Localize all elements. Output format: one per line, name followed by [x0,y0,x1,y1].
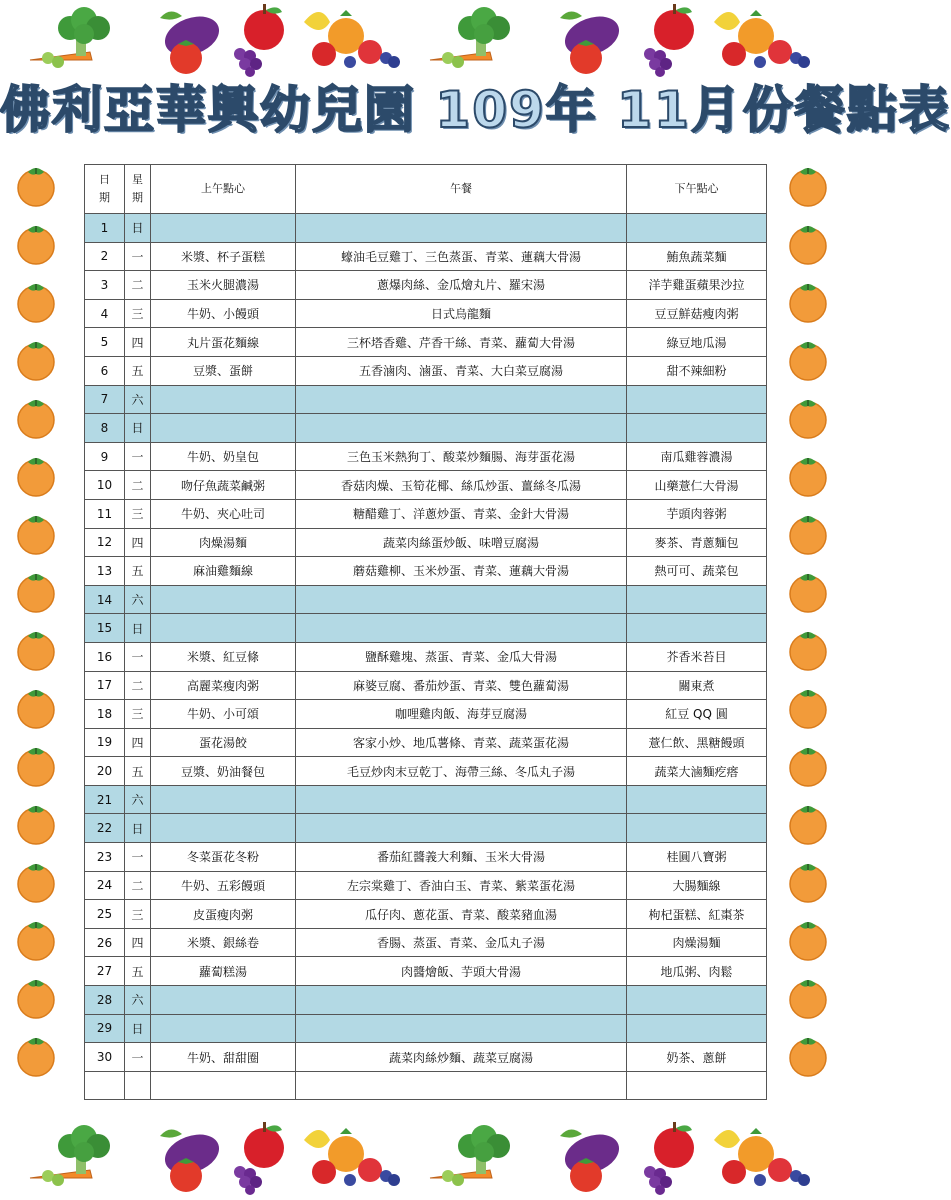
morning-snack-cell [151,614,296,643]
weekday-cell: 日 [125,814,151,843]
meal-table [84,164,767,1100]
table-row [85,814,767,843]
lunch-cell: 毛豆炒肉末豆乾丁、海帶三絲、冬瓜丸子湯 [296,757,627,786]
weekday-cell: 五 [125,957,151,986]
orange-icon [784,450,832,498]
weekday-cell: 日 [125,1014,151,1043]
weekday-cell: 一 [125,1043,151,1072]
morning-snack-cell [151,585,296,614]
lunch-cell: 日式烏龍麵 [296,299,627,328]
orange-icon [784,508,832,556]
morning-snack-cell: 豆漿、奶油餐包 [151,757,296,786]
afternoon-snack-cell: 熱可可、蔬菜包 [627,557,767,586]
date-cell: 23 [85,843,125,872]
afternoon-snack-cell: 麥茶、青蔥麵包 [627,528,767,557]
table-row [85,356,767,385]
weekday-cell: 五 [125,757,151,786]
date-cell: 27 [85,957,125,986]
afternoon-snack-header: 下午點心 [627,165,767,214]
date-cell: 19 [85,728,125,757]
morning-snack-cell: 皮蛋瘦肉粥 [151,900,296,929]
table-row [85,843,767,872]
date-cell: 2 [85,242,125,271]
weekday-cell: 四 [125,728,151,757]
lunch-cell: 蔬菜肉絲炒麵、蔬菜豆腐湯 [296,1043,627,1072]
meal-table-body [85,214,767,1100]
lunch-cell [296,614,627,643]
morning-snack-header: 上午點心 [151,165,296,214]
table-row [85,528,767,557]
lunch-cell: 三色玉米熱狗丁、酸菜炒麵腸、海芽蛋花湯 [296,442,627,471]
right-orange-column [784,160,834,1100]
date-cell: 10 [85,471,125,500]
date-cell: 13 [85,557,125,586]
date-cell: 21 [85,785,125,814]
table-row [85,557,767,586]
date-cell: 24 [85,871,125,900]
orange-icon [12,856,60,904]
weekday-cell: 五 [125,557,151,586]
lunch-cell: 番茄紅醬義大利麵、玉米大骨湯 [296,843,627,872]
lunch-cell: 蔬菜肉絲蛋炒飯、味噌豆腐湯 [296,528,627,557]
orange-icon [12,276,60,324]
lunch-cell [296,214,627,243]
lunch-cell: 三杯塔香雞、芹香干絲、青菜、蘿蔔大骨湯 [296,328,627,357]
afternoon-snack-cell: 紅豆 QQ 圓 [627,700,767,729]
lunch-cell: 香腸、蒸蛋、青菜、金瓜丸子湯 [296,928,627,957]
mixed-fruit-icon [290,1120,410,1199]
lunch-cell: 糖醋雞丁、洋蔥炒蛋、青菜、金針大骨湯 [296,499,627,528]
morning-snack-cell: 米漿、紅豆條 [151,642,296,671]
morning-snack-cell [151,414,296,443]
weekday-cell: 一 [125,843,151,872]
afternoon-snack-cell: 薏仁飲、黑糖饅頭 [627,728,767,757]
afternoon-snack-cell [627,814,767,843]
afternoon-snack-cell [627,614,767,643]
date-cell: 15 [85,614,125,643]
afternoon-snack-cell: 南瓜雞蓉濃湯 [627,442,767,471]
date-cell: 22 [85,814,125,843]
orange-icon [784,334,832,382]
weekday-cell: 四 [125,528,151,557]
morning-snack-cell [151,986,296,1015]
afternoon-snack-cell: 山藥薏仁大骨湯 [627,471,767,500]
table-row [85,757,767,786]
orange-icon [12,392,60,440]
table-row [85,214,767,243]
orange-icon [784,972,832,1020]
date-cell: 3 [85,271,125,300]
lunch-cell [296,986,627,1015]
weekday-cell: 六 [125,385,151,414]
weekday-cell: 四 [125,328,151,357]
orange-icon [784,160,832,208]
date-cell: 29 [85,1014,125,1043]
morning-snack-cell: 牛奶、小可頌 [151,700,296,729]
orange-icon [784,740,832,788]
date-cell: 17 [85,671,125,700]
page-title: 佛利亞華興幼兒園 109年 11月份餐點表 [0,81,951,139]
morning-snack-cell: 豆漿、蛋餅 [151,356,296,385]
date-cell: 14 [85,585,125,614]
afternoon-snack-cell: 豆豆鮮菇瘦肉粥 [627,299,767,328]
weekday-cell: 三 [125,700,151,729]
orange-icon [12,740,60,788]
orange-icon [784,218,832,266]
lunch-cell: 肉醬燴飯、芋頭大骨湯 [296,957,627,986]
date-cell: 11 [85,499,125,528]
table-row [85,1043,767,1072]
lunch-cell [296,385,627,414]
morning-snack-cell: 蘿蔔糕湯 [151,957,296,986]
morning-snack-cell [151,785,296,814]
bottom-fruit-border [0,1110,848,1200]
afternoon-snack-cell: 芋頭肉蓉粥 [627,499,767,528]
afternoon-snack-cell: 大腸麵線 [627,871,767,900]
date-cell: 26 [85,928,125,957]
date-cell: 5 [85,328,125,357]
weekday-cell: 二 [125,471,151,500]
lunch-cell: 五香滷肉、滷蛋、青菜、大白菜豆腐湯 [296,356,627,385]
afternoon-snack-cell: 肉燥湯麵 [627,928,767,957]
orange-icon [784,856,832,904]
eggplant-tomato-icon [550,1120,630,1199]
orange-icon [12,160,60,208]
lunch-cell [296,414,627,443]
lunch-cell: 蔥爆肉絲、金瓜燴丸片、羅宋湯 [296,271,627,300]
table-row [85,986,767,1015]
afternoon-snack-cell [627,414,767,443]
morning-snack-cell: 牛奶、夾心吐司 [151,499,296,528]
left-orange-column [12,160,62,1100]
morning-snack-cell [151,1014,296,1043]
orange-icon [12,624,60,672]
afternoon-snack-cell: 桂圓八寶粥 [627,843,767,872]
afternoon-snack-cell: 甜不辣細粉 [627,356,767,385]
afternoon-snack-cell [627,385,767,414]
afternoon-snack-cell [627,214,767,243]
orange-icon [12,566,60,614]
weekday-cell [125,1071,151,1100]
afternoon-snack-cell: 蔬菜大滷麵疙瘩 [627,757,767,786]
weekday-cell: 一 [125,642,151,671]
orange-icon [784,276,832,324]
orange-icon [12,334,60,382]
lunch-cell [296,1014,627,1043]
weekday-cell: 二 [125,871,151,900]
table-row [85,928,767,957]
table-row [85,499,767,528]
orange-icon [784,914,832,962]
date-cell: 1 [85,214,125,243]
morning-snack-cell [151,1071,296,1100]
morning-snack-cell: 吻仔魚蔬菜鹹粥 [151,471,296,500]
apple-grapes-icon [630,1120,710,1199]
weekday-cell: 三 [125,299,151,328]
orange-icon [784,798,832,846]
afternoon-snack-cell: 枸杞蛋糕、紅棗茶 [627,900,767,929]
morning-snack-cell: 麻油雞麵線 [151,557,296,586]
weekday-cell: 三 [125,499,151,528]
orange-icon [784,624,832,672]
morning-snack-cell: 高麗菜瘦肉粥 [151,671,296,700]
date-cell [85,1071,125,1100]
morning-snack-cell [151,214,296,243]
afternoon-snack-cell: 鮪魚蔬菜麵 [627,242,767,271]
table-row [85,585,767,614]
orange-icon [12,914,60,962]
lunch-cell [296,785,627,814]
lunch-cell: 蘑菇雞柳、玉米炒蛋、青菜、蓮藕大骨湯 [296,557,627,586]
table-row [85,328,767,357]
morning-snack-cell: 丸片蛋花麵線 [151,328,296,357]
morning-snack-cell [151,814,296,843]
afternoon-snack-cell: 地瓜粥、肉鬆 [627,957,767,986]
broccoli-carrot-icon [20,1120,140,1194]
orange-icon [12,218,60,266]
lunch-cell [296,585,627,614]
orange-icon [12,798,60,846]
weekday-header: 星 期 [125,165,151,214]
morning-snack-cell: 牛奶、五彩饅頭 [151,871,296,900]
orange-icon [12,450,60,498]
broccoli-carrot-icon [420,2,540,76]
table-row [85,642,767,671]
afternoon-snack-cell [627,585,767,614]
table-row [85,299,767,328]
table-row [85,1071,767,1100]
afternoon-snack-cell: 綠豆地瓜湯 [627,328,767,357]
afternoon-snack-cell: 洋芋雞蛋蘋果沙拉 [627,271,767,300]
weekday-cell: 二 [125,271,151,300]
date-cell: 25 [85,900,125,929]
broccoli-carrot-icon [20,2,140,76]
table-row [85,414,767,443]
table-row [85,671,767,700]
lunch-cell: 鹽酥雞塊、蒸蛋、青菜、金瓜大骨湯 [296,642,627,671]
afternoon-snack-cell: 芥香米苔目 [627,642,767,671]
morning-snack-cell: 牛奶、甜甜圈 [151,1043,296,1072]
lunch-cell: 咖哩雞肉飯、海芽豆腐湯 [296,700,627,729]
orange-icon [12,972,60,1020]
table-row [85,442,767,471]
table-row [85,785,767,814]
mixed-fruit-icon [700,1120,820,1199]
table-row [85,900,767,929]
date-cell: 30 [85,1043,125,1072]
date-cell: 20 [85,757,125,786]
date-cell: 16 [85,642,125,671]
table-row [85,385,767,414]
morning-snack-cell: 牛奶、奶皇包 [151,442,296,471]
orange-icon [784,1030,832,1078]
lunch-header: 午餐 [296,165,627,214]
date-cell: 28 [85,986,125,1015]
lunch-cell: 左宗棠雞丁、香油白玉、青菜、紫菜蛋花湯 [296,871,627,900]
orange-icon [12,1030,60,1078]
lunch-cell [296,814,627,843]
lunch-cell: 麻婆豆腐、番茄炒蛋、青菜、雙色蘿蔔湯 [296,671,627,700]
orange-icon [784,392,832,440]
weekday-cell: 日 [125,214,151,243]
lunch-cell: 蠔油毛豆雞丁、三色蒸蛋、青菜、蓮藕大骨湯 [296,242,627,271]
weekday-cell: 日 [125,614,151,643]
table-row [85,700,767,729]
orange-icon [784,566,832,614]
weekday-cell: 六 [125,585,151,614]
date-cell: 9 [85,442,125,471]
date-cell: 8 [85,414,125,443]
table-row [85,242,767,271]
afternoon-snack-cell: 關東煮 [627,671,767,700]
morning-snack-cell: 冬菜蛋花冬粉 [151,843,296,872]
date-cell: 4 [85,299,125,328]
table-row [85,271,767,300]
apple-grapes-icon [220,1120,300,1199]
date-cell: 6 [85,356,125,385]
afternoon-snack-cell [627,785,767,814]
orange-icon [12,682,60,730]
weekday-cell: 三 [125,900,151,929]
orange-icon [784,682,832,730]
table-row [85,957,767,986]
top-fruit-border [0,0,848,80]
weekday-cell: 六 [125,785,151,814]
lunch-cell: 瓜仔肉、蔥花蛋、青菜、酸菜豬血湯 [296,900,627,929]
table-row [85,728,767,757]
weekday-cell: 六 [125,986,151,1015]
morning-snack-cell: 蛋花湯餃 [151,728,296,757]
table-row [85,1014,767,1043]
weekday-cell: 二 [125,671,151,700]
morning-snack-cell: 牛奶、小饅頭 [151,299,296,328]
afternoon-snack-cell [627,1071,767,1100]
morning-snack-cell: 玉米火腿濃湯 [151,271,296,300]
date-cell: 7 [85,385,125,414]
afternoon-snack-cell [627,1014,767,1043]
afternoon-snack-cell: 奶茶、蔥餅 [627,1043,767,1072]
afternoon-snack-cell [627,986,767,1015]
weekday-cell: 四 [125,928,151,957]
morning-snack-cell: 肉燥湯麵 [151,528,296,557]
weekday-cell: 一 [125,242,151,271]
lunch-cell: 客家小炒、地瓜薯條、青菜、蔬菜蛋花湯 [296,728,627,757]
table-row [85,614,767,643]
morning-snack-cell [151,385,296,414]
orange-icon [12,508,60,556]
table-row [85,871,767,900]
weekday-cell: 一 [125,442,151,471]
morning-snack-cell: 米漿、杯子蛋糕 [151,242,296,271]
weekday-cell: 五 [125,356,151,385]
lunch-cell [296,1071,627,1100]
date-header: 日 期 [85,165,125,214]
table-row [85,471,767,500]
date-cell: 18 [85,700,125,729]
eggplant-tomato-icon [150,1120,230,1199]
date-cell: 12 [85,528,125,557]
table-header-row [85,165,767,214]
broccoli-carrot-icon [420,1120,540,1194]
morning-snack-cell: 米漿、銀絲卷 [151,928,296,957]
lunch-cell: 香菇肉燥、玉筍花椰、絲瓜炒蛋、薑絲冬瓜湯 [296,471,627,500]
weekday-cell: 日 [125,414,151,443]
